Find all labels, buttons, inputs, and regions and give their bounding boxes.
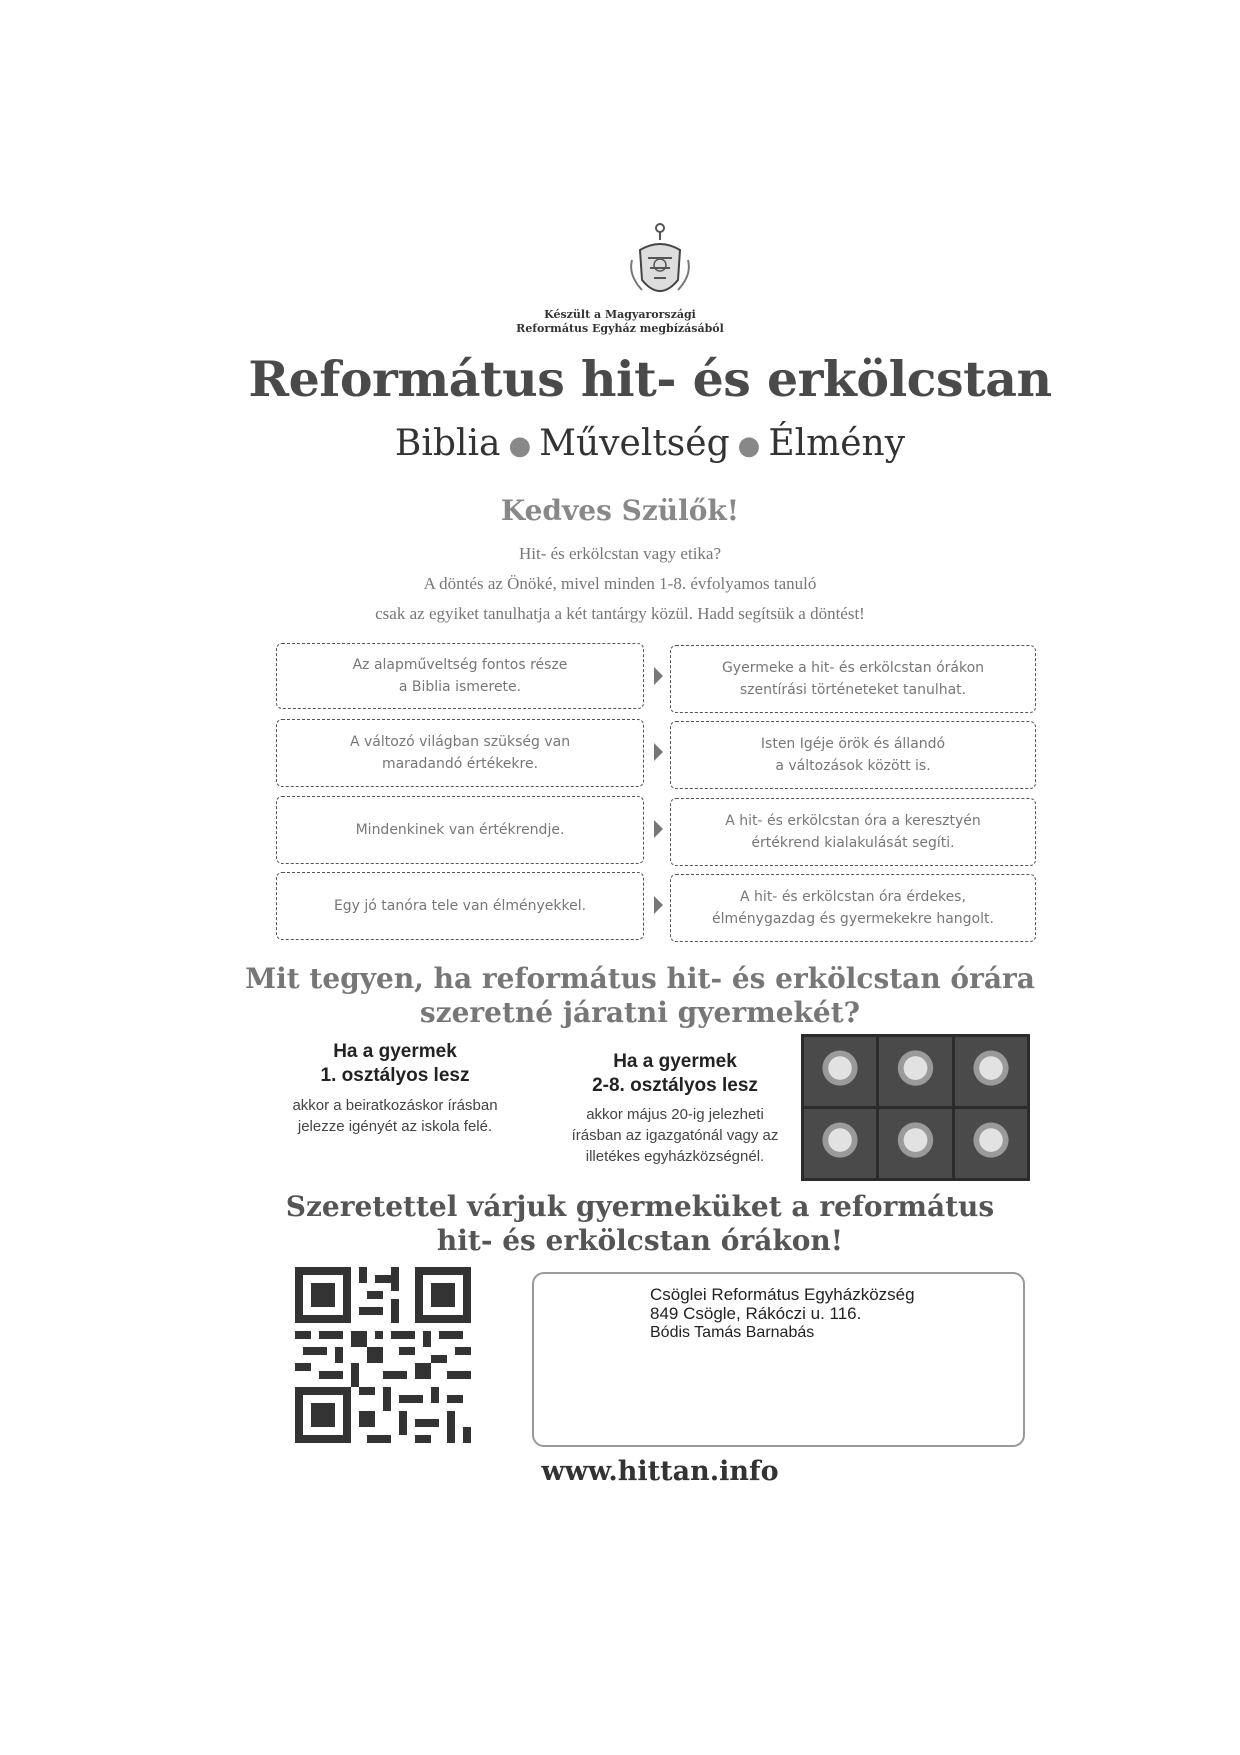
column-2-text-2: írásban az igazgatónál vagy az: [571, 1127, 779, 1144]
column-2-text-3: illetékes egyházközségnél.: [585, 1148, 765, 1165]
comparison-right-2: Isten Igéje örök és állandó a változások között is.: [670, 721, 1036, 789]
grade-2-8-column: [550, 1050, 800, 1167]
qr-code-icon: [295, 1267, 471, 1443]
main-title: Református hit- és erkölcstan: [248, 350, 1052, 408]
commission-line-2: Református Egyház megbízásából: [516, 322, 724, 335]
comparison-right-1: Gyermeke a hit- és erkölcstan órákon szentírási történeteket tanulhat.: [670, 645, 1036, 713]
welcome-heading: [250, 1190, 1030, 1258]
child-face: [955, 1109, 1027, 1178]
subtitle: [250, 423, 1050, 464]
comparison-left-2: A változó világban szükség van maradandó értékekre.: [276, 719, 644, 787]
column-1-head-1: Ha a gyermek: [333, 1041, 457, 1062]
intro-line-1: Hit- és erkölcstan vagy etika?: [518, 544, 722, 563]
greeting: Kedves Szülők!: [500, 494, 740, 527]
column-1-text-2: jelezze igényét az iskola felé.: [297, 1118, 493, 1135]
contact-address: [650, 1285, 915, 1342]
question-line-2: szeretné járatni gyermekét?: [419, 996, 861, 1029]
comparison-left-4: Egy jó tanóra tele van élményekkel.: [276, 872, 644, 940]
triangle-right-icon: [654, 896, 663, 914]
question-line-1: Mit tegyen, ha református hit- és erkölcstan órára: [245, 962, 1035, 995]
contact-line-3: Bódis Tamás Barnabás: [650, 1324, 815, 1341]
child-face: [804, 1109, 876, 1178]
commission-text: [420, 308, 820, 336]
commission-line-1: Készült a Magyarországi: [544, 308, 696, 321]
bullet-icon: ●: [508, 431, 532, 461]
triangle-right-icon: [654, 743, 663, 761]
subtitle-elmeny: Élmény: [768, 423, 906, 464]
intro-line-3: csak az egyiket tanulhatja a két tantárgy közül. Hadd segítsük a döntést!: [375, 604, 865, 623]
child-face: [955, 1037, 1027, 1106]
column-1-head-2: 1. osztályos lesz: [320, 1065, 470, 1086]
comparison-right-3: A hit- és erkölcstan óra a keresztyén értékrend kialakulását segíti.: [670, 798, 1036, 866]
grade-1-column: [270, 1040, 520, 1137]
question-heading: [240, 962, 1040, 1030]
column-1-text-1: akkor a beiratkozáskor írásban: [292, 1097, 498, 1114]
intro-text: [260, 539, 980, 629]
triangle-right-icon: [654, 820, 663, 838]
intro-line-2: A döntés az Önöké, mivel minden 1-8. évfolyamos tanuló: [423, 574, 817, 593]
column-2-head-2: 2-8. osztályos lesz: [592, 1075, 758, 1096]
children-photo: [801, 1034, 1030, 1181]
comparison-left-3: Mindenkinek van értékrendje.: [276, 796, 644, 864]
subtitle-muveltseg: Műveltség: [539, 423, 730, 464]
comparison-right-4: A hit- és erkölcstan óra érdekes, élménygazdag és gyermekekre hangolt.: [670, 874, 1036, 942]
column-2-text-1: akkor május 20-ig jelezheti: [586, 1106, 764, 1123]
comparison-left-1: Az alapműveltség fontos része a Biblia ismerete.: [276, 643, 644, 709]
column-2-head-1: Ha a gyermek: [613, 1051, 737, 1072]
subtitle-biblia: Biblia: [394, 423, 501, 464]
welcome-line-2: hit- és erkölcstan órákon!: [436, 1224, 844, 1257]
triangle-right-icon: [654, 667, 663, 685]
church-crest-icon: [620, 220, 700, 310]
child-face: [879, 1037, 951, 1106]
contact-line-1: Csöglei Református Egyházközség: [650, 1285, 915, 1304]
child-face: [879, 1109, 951, 1178]
welcome-line-1: Szeretettel várjuk gyermeküket a református: [285, 1190, 995, 1223]
child-face: [804, 1037, 876, 1106]
website-link[interactable]: www.hittan.info: [541, 1456, 779, 1487]
bullet-icon: ●: [737, 431, 761, 461]
contact-line-2: 849 Csögle, Rákóczi u. 116.: [650, 1304, 862, 1323]
